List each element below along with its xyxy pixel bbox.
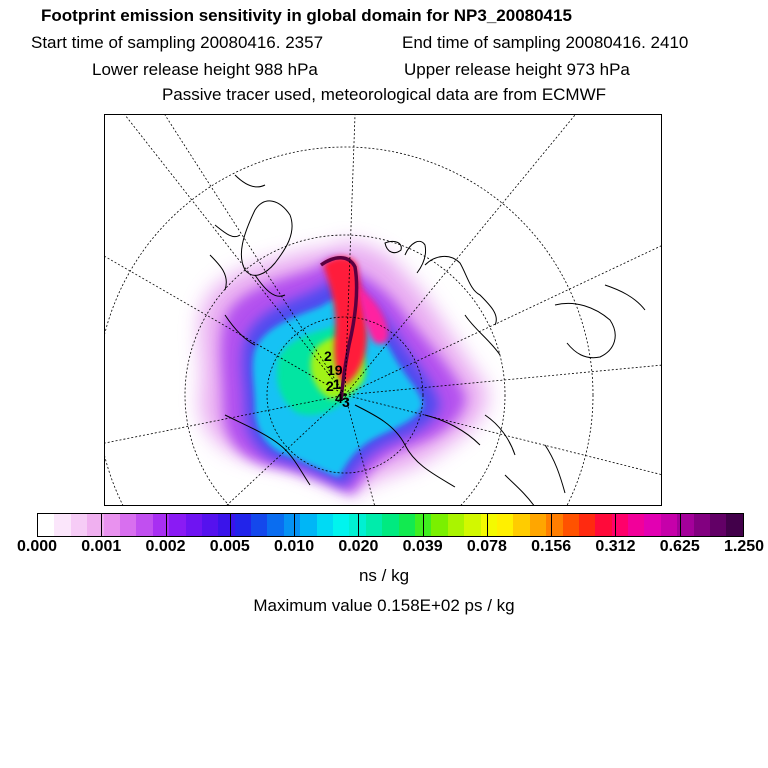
colorbar-segment [579,514,595,536]
colorbar-segment [726,514,742,536]
map-canvas [105,115,662,506]
colorbar-segment [399,514,415,536]
colorbar-segment [481,514,497,536]
colorbar-divider [487,514,488,536]
colorbar-tick-label: 0.010 [274,538,315,555]
colorbar-segment [267,514,283,536]
colorbar-segment [497,514,513,536]
colorbar-segment [464,514,480,536]
colorbar-segment [431,514,447,536]
colorbar-segment [38,514,54,536]
footprint-plume [200,242,487,495]
coastline-north-africa [555,285,645,358]
plume-label: 1 [333,376,341,392]
coastline-iceland [385,241,401,252]
colorbar-segment [120,514,136,536]
coastline-scandinavia [405,241,426,273]
colorbar-segment [202,514,218,536]
colorbar-divider [615,514,616,536]
plume-label: 3 [342,394,350,410]
colorbar-unit: ns / kg [358,566,410,585]
colorbar-segment [251,514,267,536]
colorbar-segment [366,514,382,536]
colorbar-segment [546,514,562,536]
footprint-map [104,114,662,506]
colorbar-tick-label: 0.020 [338,538,379,555]
colorbar-divider [230,514,231,536]
colorbar-divider [358,514,359,536]
colorbar-tick-label: 0.156 [531,538,572,555]
colorbar-segment [54,514,70,536]
colorbar-segment [218,514,234,536]
colorbar-segment [661,514,677,536]
colorbar-segment [169,514,185,536]
plume-label: 2 [326,378,334,394]
upper-release-label: Upper release height 973 hPa [404,60,630,79]
colorbar-segment [186,514,202,536]
colorbar-tick-label: 0.001 [81,538,122,555]
colorbar-segment [300,514,316,536]
colorbar-segment [153,514,169,536]
colorbar-ticks [0,538,768,558]
colorbar-segment [612,514,628,536]
colorbar-segment [595,514,611,536]
colorbar-tick-label: 0.625 [659,538,700,555]
colorbar-segment [333,514,349,536]
colorbar-segment [235,514,251,536]
colorbar-tick-label: 0.002 [145,538,186,555]
end-time-label: End time of sampling 20080416. 2410 [402,33,689,52]
colorbar [37,513,744,537]
colorbar-tick-label: 0.039 [402,538,443,555]
colorbar-segment [530,514,546,536]
colorbar-tick-label: 1.250 [723,538,765,555]
colorbar-segment [644,514,660,536]
colorbar-divider [551,514,552,536]
title-text: Footprint emission sensitivity in global domain for NP3_20080415 [41,6,572,25]
colorbar-segment [284,514,300,536]
colorbar-divider [680,514,681,536]
colorbar-segment [317,514,333,536]
colorbar-segment [513,514,529,536]
colorbar-segment [448,514,464,536]
coastline-east-asia [505,445,565,506]
colorbar-segment [710,514,726,536]
plume-label: 4 [335,390,343,406]
lower-release-label: Lower release height 988 hPa [92,60,318,79]
colorbar-tick-label: 0.078 [466,538,507,555]
colorbar-segment [71,514,87,536]
maximum-value-label: Maximum value 0.158E+02 ps / kg [253,596,515,615]
colorbar-tick-label: 0.000 [16,538,58,555]
colorbar-segment [628,514,644,536]
colorbar-segment [563,514,579,536]
colorbar-divider [166,514,167,536]
colorbar-divider [294,514,295,536]
colorbar-divider [101,514,102,536]
colorbar-segment [136,514,152,536]
tracer-note: Passive tracer used, meteorological data are from ECMWF [161,85,607,104]
plume-label: 19 [327,362,343,378]
colorbar-segment [382,514,398,536]
colorbar-divider [423,514,424,536]
colorbar-segment [694,514,710,536]
plume-label: 2 [324,348,332,364]
start-time-label: Start time of sampling 20080416. 2357 [31,33,324,52]
colorbar-tick-label: 0.312 [595,538,636,555]
colorbar-segment [104,514,120,536]
colorbar-tick-label: 0.005 [209,538,250,555]
